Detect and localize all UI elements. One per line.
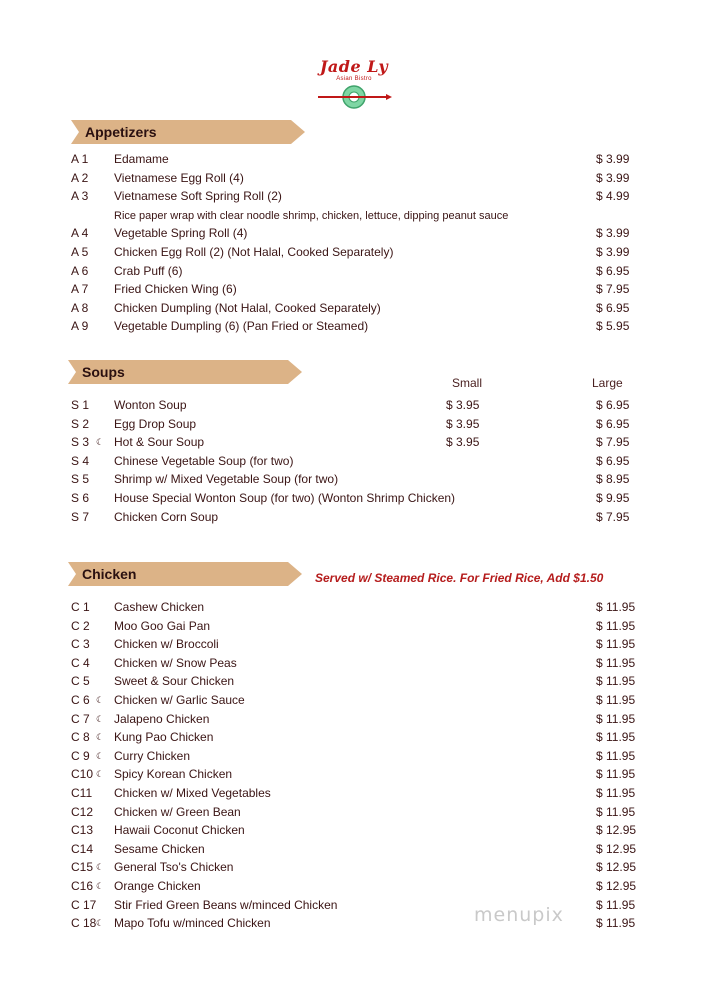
item-code: C12 (71, 804, 94, 819)
spicy-icon: ☾ (96, 918, 105, 929)
menu-item-row (0, 599, 706, 617)
item-name: Jalapeno Chicken (114, 711, 210, 726)
item-price: $ 11.95 (596, 916, 636, 931)
menu-item-row (0, 804, 706, 822)
item-price-large: $ 6.95 (596, 453, 630, 468)
item-code: C 1 (71, 600, 90, 614)
item-code: A 1 (71, 152, 89, 166)
menu-item-row (0, 188, 706, 206)
item-code: A 4 (71, 226, 89, 241)
item-name: Chinese Vegetable Soup (for two) (114, 453, 294, 468)
item-price-small: $ 3.95 (446, 416, 480, 431)
menu-item-row (0, 618, 706, 636)
item-name: Orange Chicken (114, 879, 201, 893)
menu-item-row (0, 471, 706, 489)
spicy-icon: ☾ (96, 713, 105, 724)
jade-ring-icon (316, 81, 392, 113)
menu-item-row (0, 434, 706, 452)
item-code: S 7 (71, 509, 90, 524)
item-name: Chicken Egg Roll (2) (Not Halal, Cooked Separately) (114, 245, 394, 259)
item-name: Egg Drop Soup (114, 416, 197, 431)
item-price: $ 3.99 (596, 226, 630, 241)
item-code: C 17 (71, 897, 97, 912)
item-name: Vegetable Dumpling (6) (Pan Fried or Steamed) (114, 319, 369, 334)
item-price-large: $ 8.95 (596, 472, 630, 487)
item-price: $ 11.95 (596, 618, 636, 633)
spicy-icon: ☾ (96, 881, 105, 891)
item-name: Chicken w/ Mixed Vegetables (114, 786, 271, 800)
item-code: C15 (71, 860, 94, 875)
rice-note: Served w/ Steamed Rice. For Fried Rice, Add $1.50 (315, 571, 604, 585)
item-code: S 3 (71, 435, 90, 450)
item-name: Chicken Dumpling (Not Halal, Cooked Separately) (114, 300, 381, 315)
item-price: $ 11.95 (596, 730, 636, 745)
item-name: Sesame Chicken (114, 841, 205, 856)
item-name: Moo Goo Gai Pan (114, 618, 211, 633)
menu-item-row (0, 673, 706, 691)
menu-item-row (0, 729, 706, 747)
item-name: House Special Wonton Soup (for two) (Wonton Shrimp Chicken) (114, 491, 456, 505)
appetizers-heading: Appetizers (85, 124, 157, 140)
item-price: $ 12.95 (596, 879, 637, 893)
item-code: A 2 (71, 170, 89, 185)
item-price: $ 11.95 (596, 804, 636, 819)
menu-item-row (0, 490, 706, 508)
item-price: $ 7.95 (596, 282, 630, 297)
menu-item-row (0, 748, 706, 766)
menu-item-row (0, 655, 706, 673)
menu-item-row (0, 170, 706, 188)
item-name: Vegetable Spring Roll (4) (114, 226, 248, 241)
item-name: Chicken Corn Soup (114, 509, 219, 524)
menu-item-row (0, 225, 706, 243)
item-name: Chicken w/ Garlic Sauce (114, 693, 245, 707)
item-price: $ 6.95 (596, 300, 630, 315)
item-name: Vietnamese Egg Roll (4) (114, 170, 244, 185)
item-name: Hawaii Coconut Chicken (114, 823, 245, 838)
item-price: $ 11.95 (596, 693, 636, 707)
item-name: Chicken w/ Snow Peas (114, 655, 237, 670)
item-code: C13 (71, 823, 94, 838)
item-price: $ 3.99 (596, 152, 630, 166)
chicken-heading: Chicken (82, 566, 137, 582)
item-code: C14 (71, 841, 94, 856)
appetizers-banner (71, 120, 305, 144)
item-name: Chicken w/ Broccoli (114, 637, 219, 652)
menu-item-row (0, 692, 706, 710)
item-name: Vietnamese Soft Spring Roll (2) (114, 189, 282, 204)
item-price-large: $ 9.95 (596, 491, 630, 505)
item-price-large: $ 7.95 (596, 509, 630, 524)
item-code: C 8 (71, 730, 90, 745)
item-name: Mapo Tofu w/minced Chicken (114, 916, 271, 931)
item-code: A 7 (71, 282, 89, 297)
item-price: $ 12.95 (596, 860, 637, 875)
spicy-icon: ☾ (96, 695, 105, 705)
item-code: A 5 (71, 245, 89, 259)
item-name: Stir Fried Green Beans w/minced Chicken (114, 897, 338, 912)
item-code: A 6 (71, 263, 89, 278)
item-price: $ 5.95 (596, 319, 630, 334)
item-code: A 8 (71, 300, 89, 315)
menu-item-row (0, 151, 706, 169)
item-code: S 4 (71, 453, 90, 468)
item-code: C10 (71, 767, 94, 782)
item-code: C16 (71, 879, 94, 893)
item-name: Sweet & Sour Chicken (114, 674, 235, 689)
item-price: $ 3.99 (596, 170, 630, 185)
spicy-icon: ☾ (96, 862, 105, 873)
item-code: C 6 (71, 693, 90, 707)
item-name: Hot & Sour Soup (114, 435, 205, 450)
soups-heading: Soups (82, 364, 125, 380)
menu-item-row (0, 300, 706, 318)
item-name: Cashew Chicken (114, 600, 205, 614)
item-price: $ 6.95 (596, 263, 630, 278)
item-code: C 9 (71, 748, 90, 763)
menu-item-row (0, 841, 706, 859)
item-price: $ 11.95 (596, 637, 636, 652)
menu-item-row (0, 636, 706, 654)
item-price: $ 4.99 (596, 189, 630, 204)
item-name: Spicy Korean Chicken (114, 767, 233, 782)
item-code: S 6 (71, 491, 90, 505)
menu-item-row (0, 416, 706, 434)
item-name: Edamame (114, 152, 169, 166)
item-code: A 9 (71, 319, 89, 334)
menu-item-row (0, 263, 706, 281)
spring-roll-description: Rice paper wrap with clear noodle shrimp, chicken, lettuce, dipping peanut sauce (114, 210, 509, 222)
item-price-large: $ 7.95 (596, 435, 630, 450)
item-code: C 3 (71, 637, 90, 652)
item-price: $ 11.95 (596, 767, 636, 782)
item-price: $ 3.99 (596, 245, 630, 259)
item-price: $ 11.95 (596, 748, 636, 763)
menu-item-row (0, 397, 706, 415)
small-column-header: Small (452, 376, 483, 390)
menu-item-row (0, 453, 706, 471)
menu-item-row (0, 318, 706, 336)
item-name: Kung Pao Chicken (114, 730, 214, 745)
item-code: S 5 (71, 472, 90, 487)
menu-item-row (0, 859, 706, 877)
item-name: Crab Puff (6) (114, 263, 183, 278)
item-price: $ 11.95 (596, 655, 636, 670)
item-price: $ 11.95 (596, 711, 636, 726)
item-price-large: $ 6.95 (596, 416, 630, 431)
item-code: S 2 (71, 416, 90, 431)
item-name: Fried Chicken Wing (6) (114, 282, 237, 297)
item-price: $ 11.95 (596, 600, 636, 614)
large-column-header: Large (592, 376, 623, 390)
menu-item-row (0, 509, 706, 527)
logo-name: Jade Ly (319, 57, 389, 76)
item-code: C11 (71, 786, 93, 800)
item-price-small: $ 3.95 (446, 435, 480, 450)
spicy-icon: ☾ (96, 732, 105, 743)
item-price: $ 12.95 (596, 841, 637, 856)
item-code: C 4 (71, 655, 90, 670)
item-name: Wonton Soup (114, 398, 187, 412)
item-code: S 1 (71, 398, 90, 412)
soups-banner (68, 360, 302, 384)
menu-item-row (0, 244, 706, 262)
menu-item-row (0, 822, 706, 840)
item-code: C 7 (71, 711, 90, 726)
logo-subtitle: Asian Bistro (336, 76, 372, 82)
item-code: C 18 (71, 916, 97, 931)
item-code: C 2 (71, 618, 90, 633)
menu-item-row (0, 766, 706, 784)
menu-item-row (0, 878, 706, 896)
item-price-large: $ 6.95 (596, 398, 630, 412)
item-code: C 5 (71, 674, 90, 689)
item-price-small: $ 3.95 (446, 398, 480, 412)
item-code: A 3 (71, 189, 89, 204)
item-name: Shrimp w/ Mixed Vegetable Soup (for two) (114, 472, 339, 487)
item-price: $ 11.95 (596, 674, 636, 689)
item-price: $ 11.95 (596, 786, 636, 800)
menu-item-row (0, 281, 706, 299)
spicy-icon: ☾ (96, 769, 105, 780)
watermark: menupix (474, 904, 564, 926)
item-price: $ 12.95 (596, 823, 637, 838)
restaurant-logo (312, 57, 396, 117)
menu-item-row (0, 915, 706, 933)
item-price: $ 11.95 (596, 897, 636, 912)
menu-item-row (0, 785, 706, 803)
menu-item-row (0, 711, 706, 729)
spicy-icon: ☾ (96, 437, 105, 448)
chicken-banner (68, 562, 302, 586)
item-name: General Tso's Chicken (114, 860, 234, 875)
item-name: Chicken w/ Green Bean (114, 804, 241, 819)
item-name: Curry Chicken (114, 748, 191, 763)
spicy-icon: ☾ (96, 750, 105, 761)
menu-item-row (0, 897, 706, 915)
